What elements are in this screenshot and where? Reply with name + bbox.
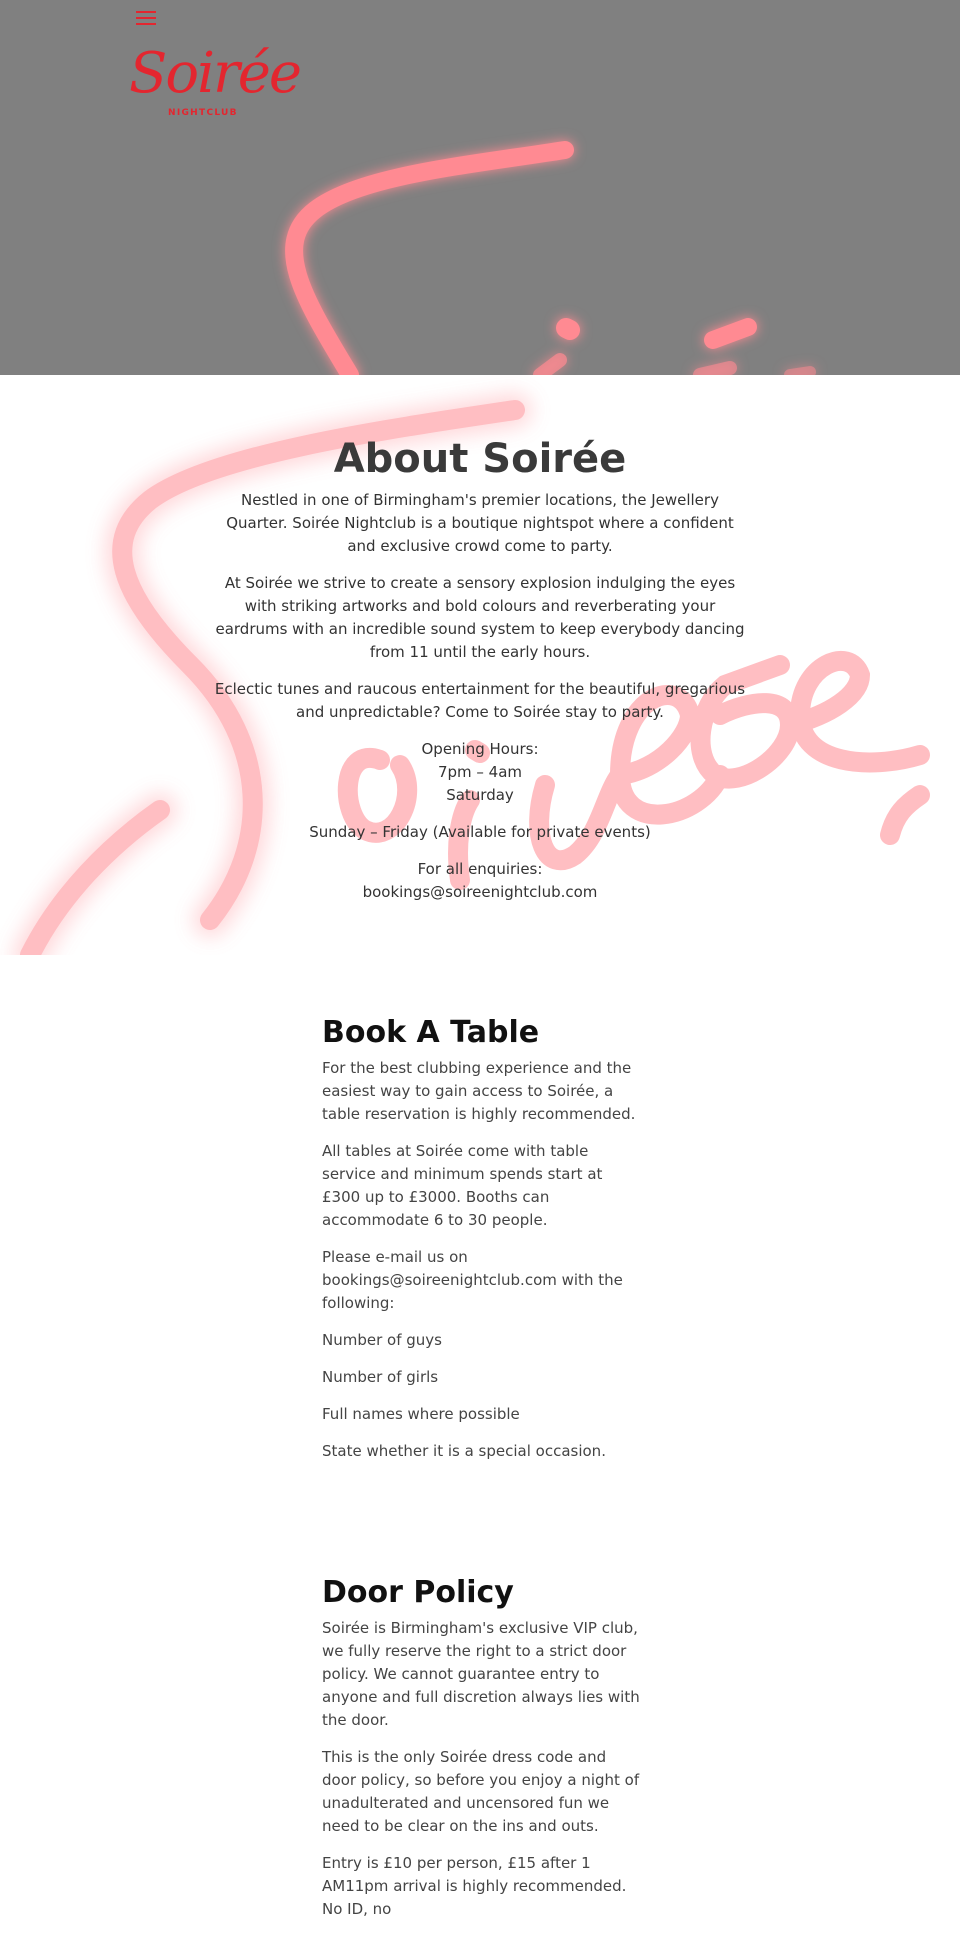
door-title: Door Policy [322, 1575, 514, 1610]
book-paragraph: For the best clubbing experience and the easiest way to gain access to Soirée, a table reservation is highly recommended. [322, 1059, 636, 1123]
door-policy-section [322, 1575, 642, 1935]
opening-hours-day: Saturday [446, 786, 514, 804]
hero-banner [0, 0, 960, 375]
about-title: About Soirée [333, 436, 627, 482]
enquiries-label: For all enquiries: [417, 860, 543, 878]
hamburger-menu-icon[interactable] [136, 10, 156, 26]
about-paragraph: At Soirée we strive to create a sensory explosion indulging the eyes with striking artworks and bold colours and reverberating your eardrums with an incredible sound system to keep everybody dancing from 11 until the early hours. [215, 574, 745, 661]
book-a-table-section [322, 1015, 642, 1477]
private-events-text: Sunday – Friday (Available for private events) [309, 823, 651, 841]
about-paragraph: Nestled in one of Birmingham's premier locations, the Jewellery Quarter. Soirée Nightclub is a boutique nightspot where a confident and exclusive crowd come to party. [226, 491, 734, 555]
opening-hours-time: 7pm – 4am [437, 763, 523, 781]
book-title: Book A Table [322, 1015, 540, 1050]
about-paragraph: Eclectic tunes and raucous entertainment for the beautiful, gregarious and unpredictable? Come to Soirée stay to party. [214, 680, 746, 721]
book-paragraph: All tables at Soirée come with table service and minimum spends start at £300 up to £3000. Booths can accommodate 6 to 30 people. [322, 1142, 603, 1229]
book-list-item: State whether it is a special occasion. [322, 1442, 606, 1460]
book-paragraph: Please e-mail us on bookings@soireenightclub.com with the following: [322, 1248, 623, 1312]
logo-subtitle: NIGHTCLUB [168, 108, 238, 118]
door-paragraph: Entry is £10 per person, £15 after 1 AM11pm arrival is highly recommended. No ID, no [322, 1854, 627, 1918]
about-content [210, 435, 750, 918]
book-list-item: Full names where possible [322, 1405, 520, 1423]
about-section [0, 375, 960, 955]
opening-hours [210, 738, 750, 807]
book-list-item: Number of girls [322, 1368, 439, 1386]
enquiries-email-link[interactable]: bookings@soireenightclub.com [362, 883, 598, 901]
logo-script: Soirée [129, 41, 301, 106]
opening-hours-label: Opening Hours: [421, 740, 539, 758]
enquiries [210, 858, 750, 904]
door-paragraph: Soirée is Birmingham's exclusive VIP club, we fully reserve the right to a strict door policy. We cannot guarantee entry to anyone and full discretion always lies with the door. [322, 1619, 640, 1729]
site-logo[interactable] [126, 41, 301, 124]
book-list-item: Number of guys [322, 1331, 442, 1349]
door-paragraph: This is the only Soirée dress code and door policy, so before you enjoy a night of unadulterated and uncensored fun we need to be clear on the ins and outs. [322, 1748, 640, 1835]
